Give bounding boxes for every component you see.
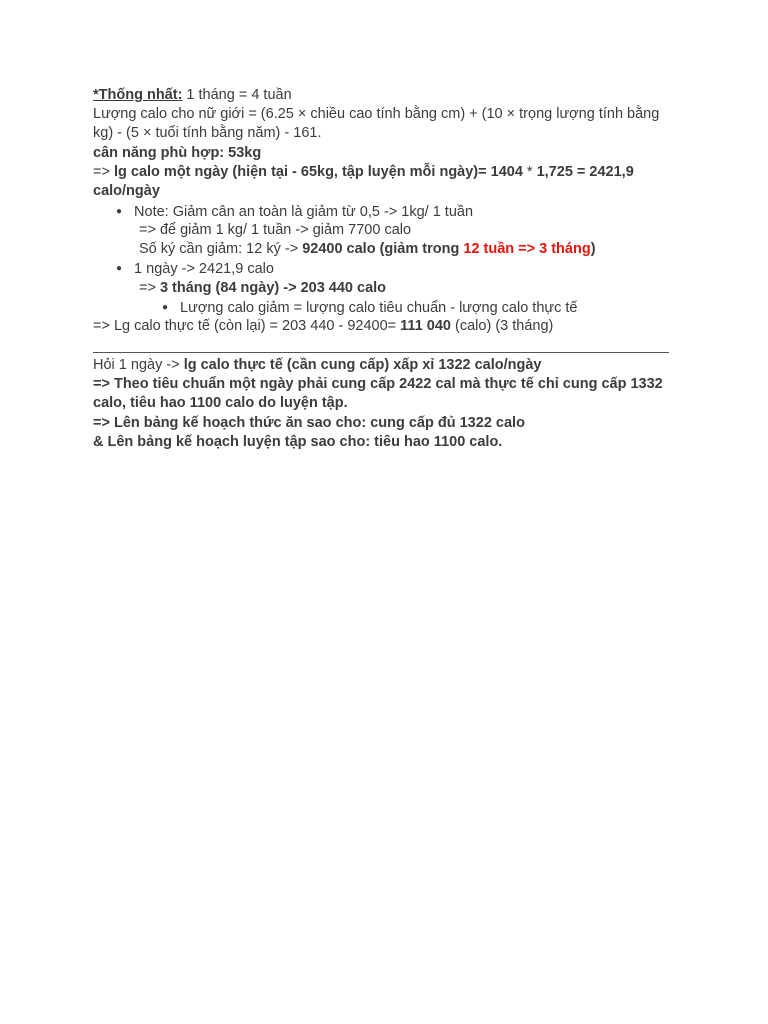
target-weight-line bbox=[93, 144, 683, 163]
target-weight: cân năng phù hợp: 53kg bbox=[93, 145, 262, 161]
list-item-daily: ● 1 ngày -> 2421,9 calo bbox=[116, 261, 274, 277]
list-item-note-detail-2: Số ký cần giảm: 12 ký -> 92400 calo (giảm trong 12 tuần => 3 tháng) bbox=[139, 241, 596, 257]
meal-plan-line: => Lên bảng kế hoạch thức ăn sao cho: cung cấp đủ 1322 calo bbox=[93, 415, 525, 431]
list-item-note-detail-1: => để giảm 1 kg/ 1 tuần -> giảm 7700 calo bbox=[139, 222, 412, 238]
bullet-icon: ● bbox=[116, 263, 123, 274]
workout-plan-line: & Lên bảng kế hoạch luyện tập sao cho: tiêu hao 1100 calo. bbox=[93, 434, 503, 450]
agreement-heading: *Thống nhất: bbox=[93, 87, 183, 103]
divider bbox=[93, 352, 669, 353]
list-item-daily-detail: => 3 tháng (84 ngày) -> 203 440 calo bbox=[139, 280, 387, 296]
daily-calorie-line: => lg calo một ngày (hiện tại - 65kg, tập luyện mỗi ngày)= 1404 * 1,725 = 2421,9 calo/ngày bbox=[93, 164, 634, 200]
highlight-duration: 12 tuần => 3 tháng bbox=[463, 241, 591, 257]
calorie-formula: Lượng calo cho nữ giới = (6.25 × chiều cao tính bằng cm) + (10 × trọng lượng tính bằng kg) - (5 × tuổi tính bằng năm) - 161. bbox=[93, 106, 660, 142]
bullet-icon: ● bbox=[116, 206, 123, 217]
remaining-calorie-line: => Lg calo thực tế (còn lại) = 203 440 - 92400= 111 040 (calo) (3 tháng) bbox=[93, 318, 554, 334]
conclusion-line: => Theo tiêu chuẩn một ngày phải cung cấp 2422 cal mà thực tế chỉ cung cấp 1332 calo, tiêu hao 1100 calo do luyện tập. bbox=[93, 376, 663, 412]
agreement-text: 1 tháng = 4 tuần bbox=[182, 87, 292, 103]
list-item-nested: ● Lượng calo giảm = lượng calo tiêu chuẩn - lượng calo thực tế bbox=[162, 300, 578, 316]
question-line: Hỏi 1 ngày -> lg calo thực tế (cần cung cấp) xấp xỉ 1322 calo/ngày bbox=[93, 357, 542, 373]
list-item-note: ● Note: Giảm cân an toàn là giảm từ 0,5 -> 1kg/ 1 tuần bbox=[116, 204, 474, 220]
bullet-icon: ● bbox=[162, 302, 169, 313]
agreement-line bbox=[93, 86, 683, 105]
